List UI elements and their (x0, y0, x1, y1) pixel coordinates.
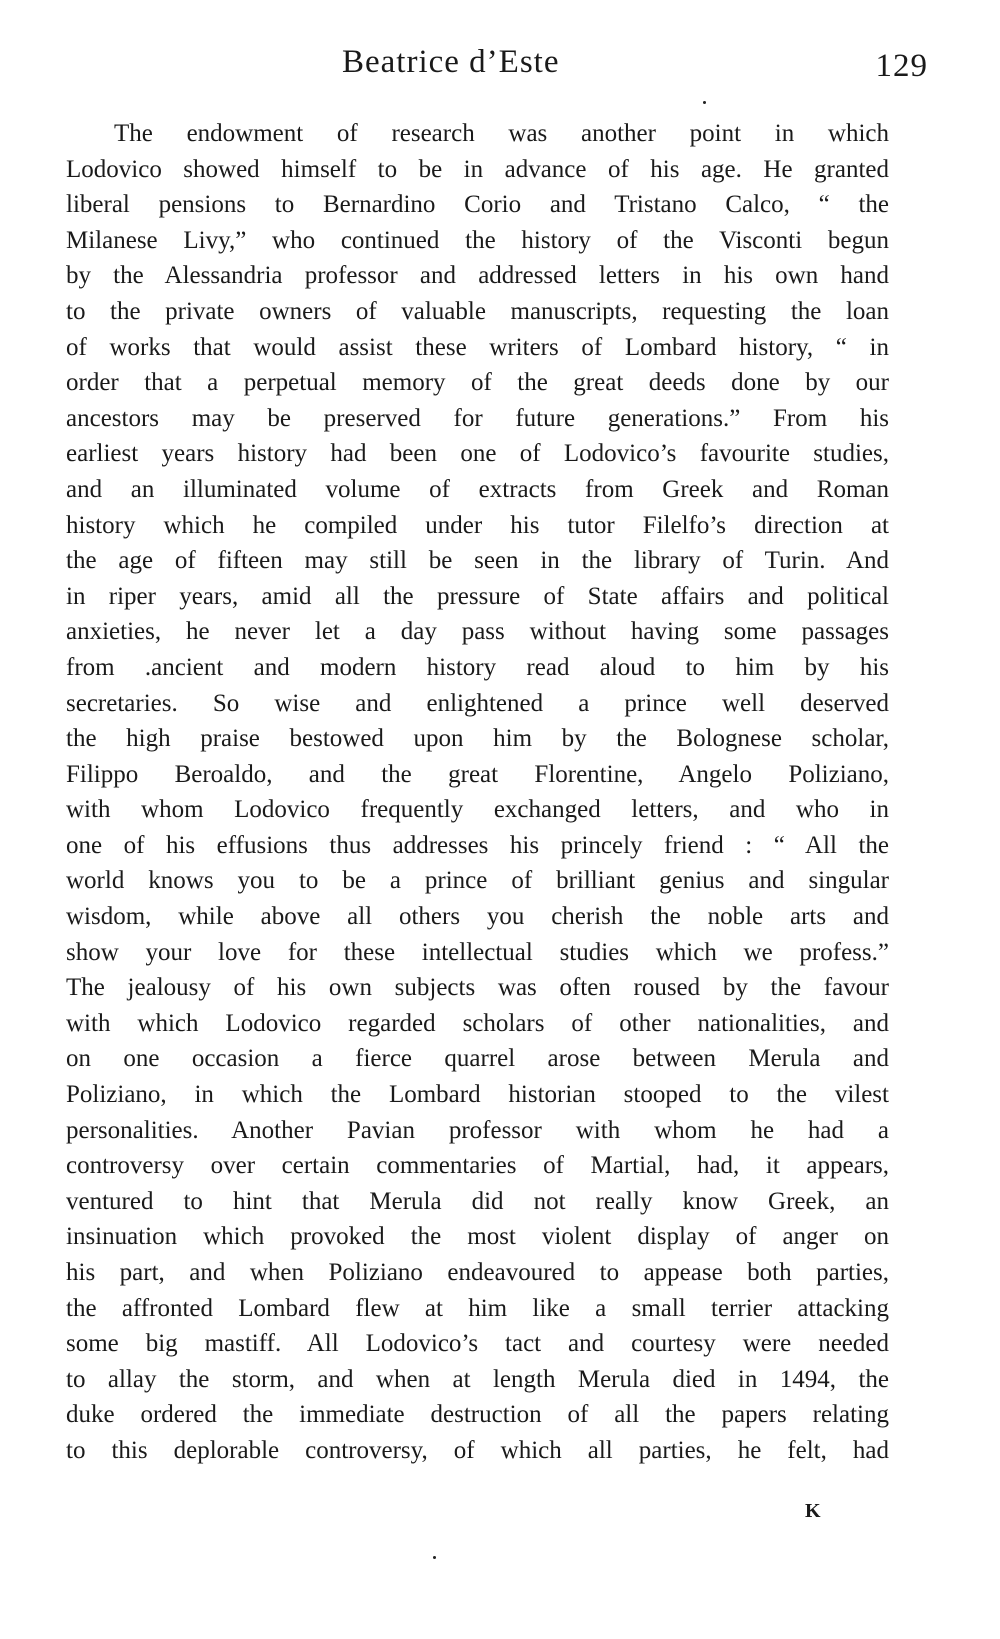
text-line: in riper years, amid all the pressure of State affairs and political (66, 582, 889, 610)
text-line: ventured to hint that Merula did not really know Greek, an (66, 1187, 889, 1215)
text-line: The jealousy of his own subjects was often roused by the favour (66, 974, 889, 1002)
text-line: of works that would assist these writers of Lombard history, “ in (66, 333, 889, 361)
text-line: controversy over certain commentaries of Martial, had, it appears, (66, 1152, 889, 1180)
text-line: from .ancient and modern history read aloud to him by his (66, 653, 889, 681)
text-line: Milanese Livy,” who continued the history of the Visconti begun (66, 226, 889, 254)
text-line: the age of fifteen may still be seen in the library of Turin. And (66, 547, 889, 575)
text-line: with which Lodovico regarded scholars of other nationalities, and (66, 1009, 889, 1037)
running-head (60, 44, 940, 88)
page-number: 129 (875, 48, 928, 84)
print-speck (703, 101, 706, 104)
text-line: to this deplorable controversy, of which all parties, he felt, had (66, 1436, 889, 1464)
text-line: to allay the storm, and when at length Merula died in 1494, the (66, 1365, 889, 1393)
text-line: personalities. Another Pavian professor with whom he had a (66, 1116, 889, 1144)
text-line: secretaries. So wise and enlightened a prince well deserved (66, 689, 889, 717)
text-line: with whom Lodovico frequently exchanged letters, and who in (66, 796, 889, 824)
text-line: insinuation which provoked the most violent display of anger on (66, 1223, 889, 1251)
text-line: world knows you to be a prince of brilliant genius and singular (66, 867, 889, 895)
text-line: some big mastiff. All Lodovico’s tact and courtesy were needed (66, 1330, 889, 1358)
text-line: the high praise bestowed upon him by the Bolognese scholar, (66, 725, 889, 753)
text-line: anxieties, he never let a day pass without having some passages (66, 618, 889, 646)
signature-mark: K (805, 1500, 821, 1522)
print-speck (433, 1556, 436, 1559)
text-line: history which he compiled under his tutor Filelfo’s direction at (66, 511, 889, 539)
text-line: by the Alessandria professor and addressed letters in his own hand (66, 262, 889, 290)
text-line: one of his effusions thus addresses his princely friend : “ All the (66, 831, 889, 859)
text-line: liberal pensions to Bernardino Corio and Tristano Calco, “ the (66, 191, 889, 219)
text-line: earliest years history had been one of Lodovico’s favourite studies, (66, 440, 889, 468)
body-text (66, 116, 889, 1469)
text-line: Lodovico showed himself to be in advance of his age. He granted (66, 155, 889, 183)
text-line: Filippo Beroaldo, and the great Florentine, Angelo Poliziano, (66, 760, 889, 788)
text-line: on one occasion a fierce quarrel arose between Merula and (66, 1045, 889, 1073)
text-line: order that a perpetual memory of the great deeds done by our (66, 369, 889, 397)
text-line: ancestors may be preserved for future generations.” From his (66, 404, 889, 432)
text-line: wisdom, while above all others you cherish the noble arts and (66, 903, 889, 931)
text-line: show your love for these intellectual studies which we profess.” (66, 938, 889, 966)
text-line: and an illuminated volume of extracts from Greek and Roman (66, 475, 889, 503)
text-line: to the private owners of valuable manuscripts, requesting the loan (66, 297, 889, 325)
text-line: his part, and when Poliziano endeavoured to appease both parties, (66, 1259, 889, 1286)
text-line: The endowment of research was another point in which (114, 120, 889, 147)
text-line: Poliziano, in which the Lombard historian stooped to the vilest (66, 1081, 889, 1109)
running-title: Beatrice d’Este (342, 44, 560, 80)
text-line: the affronted Lombard flew at him like a small terrier attacking (66, 1294, 889, 1322)
text-line: duke ordered the immediate destruction of all the papers relating (66, 1401, 889, 1429)
